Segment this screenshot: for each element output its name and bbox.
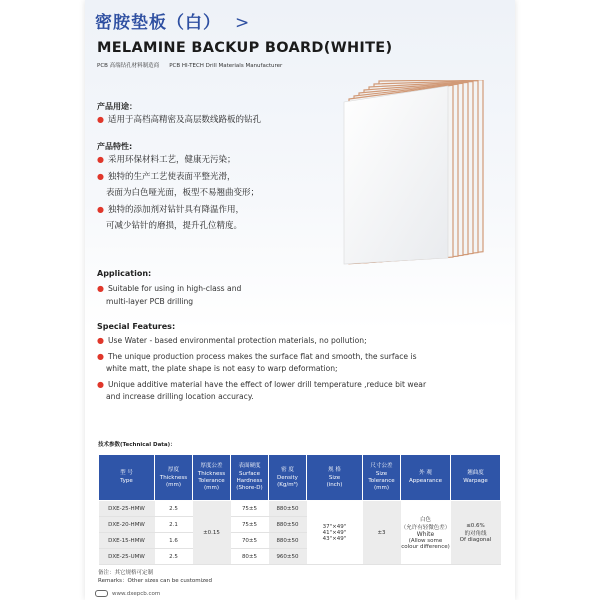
column-header-text: (Shore-D) [236,485,263,491]
bullet-icon: ● [97,284,104,293]
subtitle-line [97,61,292,69]
column-header-text: 密 度 [281,466,294,473]
bullet-icon: ● [97,115,104,124]
remarks-cn: 备注：其它规格可定制 [98,570,154,576]
column-header-text: 翘曲度 [467,470,484,476]
subtitle-en: PCB HI-TECH Drill Materials Manufacturer [169,63,283,69]
board-stack-image [340,80,485,265]
warpage-text: Of diagonal [459,536,492,543]
en-feature-item [97,351,507,376]
en-application-section [97,269,497,308]
column-header-text: (Kg/m³) [277,481,298,488]
cell-type: DXE-25-UMW [99,549,155,565]
bullet-icon: ● [97,155,104,164]
cn-feature-list [97,152,347,235]
column-header-text: (mm) [373,485,389,491]
brochure-sheet [85,0,515,600]
arrow-icon: > [235,13,251,33]
appearance-text: 白色 [419,517,431,523]
table-header-row [99,455,501,501]
bullet-icon: ● [97,336,104,345]
en-feature-text: and increase drilling location accuracy. [106,392,254,401]
en-feature-item [97,335,507,348]
cn-feature-section [97,141,347,235]
cell-hardness: 80±5 [231,549,269,565]
en-application-line [97,283,497,296]
cell-thickness: 2.1 [155,517,193,533]
cn-feature-text: 可减少钻针的磨损，提升孔位精度。 [106,221,243,231]
cell-appearance [401,501,451,565]
product-title-en: MELAMINE BACKUP BOARD(WHITE) [97,40,393,56]
column-header-text: Hardness [236,478,263,484]
column-header-text: 厚度公差 [200,463,223,469]
cn-feature-line [97,152,347,169]
cell-thickness: 1.6 [155,533,193,549]
cn-feature-heading: 产品特性: [97,142,133,151]
product-title-cn: 密胺垫板（白） > [95,13,251,33]
column-header-text: Appearance [408,478,443,484]
column-header-text: 型 号 [120,470,133,476]
cell-thickness: 2.5 [155,549,193,565]
en-feature-line [97,363,507,376]
en-feature-list [97,335,507,404]
en-feature-line [97,379,507,392]
column-header-text: Size [375,471,388,477]
website-link[interactable]: www.dxepcb.com [112,590,161,597]
size-value: 43"×49" [322,535,347,542]
column-header-text: 外 观 [419,470,432,476]
column-header-text: (mm) [203,485,219,491]
cn-feature-line [97,202,347,219]
column-header [231,455,269,501]
column-header-text: Warpage [463,478,488,484]
cell-thickness-tolerance: ±0.15 [193,501,231,565]
column-header-text: Tolerance [368,478,395,484]
column-header-text: Tolerance [198,478,225,484]
cell-density: 880±50 [269,533,307,549]
column-header-text: 规 格 [328,466,341,473]
cell-hardness: 75±5 [231,517,269,533]
cell-density: 880±50 [269,517,307,533]
column-header [363,455,401,501]
cn-use-list [97,112,337,129]
cn-use-item [97,112,337,129]
column-header-text: 尺寸公差 [370,463,393,469]
column-header-text: 厚度 [167,466,179,473]
bullet-icon: ● [97,171,104,181]
technical-data-table [98,454,501,565]
remarks-en: Remarks：Other sizes can be customized [98,578,212,584]
column-header [451,455,501,501]
cell-density: 880±50 [269,501,307,517]
appearance-text: （允许有轻微色差） [400,525,451,531]
bullet-icon: ● [97,351,104,361]
size-value: 37"×49" [322,523,347,530]
en-feature-item [97,379,507,404]
en-feature-text: The unique production process makes the surface flat and smooth, the surface is [107,351,417,361]
en-application-text: Suitable for using in high-class and [107,284,242,293]
cell-size [307,501,363,565]
footer [95,590,160,597]
remarks [98,569,212,585]
en-feature-text: Use Water - based environmental protection materials, no pollution; [107,336,367,345]
cell-type: DXE-15-HMW [99,533,155,549]
cn-feature-text: 独特的生产工艺使表面平整光滑， [107,171,236,182]
en-feature-text: Unique additive material have the effect of lower drill temperature ,reduce bit wear [107,379,427,389]
column-header-text: (inch) [326,481,343,488]
cn-use-heading: 产品用途： [97,102,137,111]
column-header-text: Surface [239,471,260,477]
column-header-text: Size [328,474,341,481]
en-feature-section [97,322,507,407]
cell-hardness: 70±5 [231,533,269,549]
cn-feature-line [97,169,347,186]
bullet-icon: ● [97,204,104,214]
column-header [307,455,363,501]
size-value: 41"×49" [322,529,347,536]
table-caption: 技术参数(Technical Data)： [98,442,176,448]
en-feature-text: white matt, the plate shape is not easy to warp deformation; [106,364,338,373]
company-logo-icon [95,590,108,597]
column-header [155,455,193,501]
cn-use-section [97,101,337,129]
subtitle-cn: PCB 高端钻孔材料制造商 [97,63,160,69]
appearance-text: White [416,531,435,538]
column-header-text: 表面硬度 [238,463,261,469]
cell-warpage [451,501,501,565]
cn-feature-text: 表面为白色哑光面，板型不易翘曲变形； [106,188,260,198]
cell-type: DXE-20-HMW [99,517,155,533]
column-header-text: Thickness [159,474,188,481]
cn-feature-text: 独特的添加剂对钻针具有降温作用， [107,204,244,215]
column-header [99,455,155,501]
en-feature-line [97,335,507,348]
column-header-text: (mm) [165,481,181,488]
bullet-icon: ● [97,379,104,389]
cell-type: DXE-25-HMW [99,501,155,517]
appearance-text: colour difference) [401,544,450,550]
en-application-line [97,296,497,309]
column-header [269,455,307,501]
column-header-text: Thickness [197,471,226,477]
column-header [401,455,451,501]
cell-size-tolerance: ±3 [363,501,401,565]
en-application-heading: Application: [97,269,152,278]
en-application-text: multi-layer PCB drilling [106,296,194,306]
warpage-text: 的对角线 [464,530,487,537]
board-layer [344,86,448,264]
cell-hardness: 75±5 [231,501,269,517]
cell-density: 960±50 [269,549,307,565]
en-feature-line [97,391,507,404]
column-header-text: Type [120,478,133,484]
cn-feature-line [97,218,347,235]
table-row [99,501,501,517]
en-application-text [97,283,497,308]
appearance-text: (Allow some [408,538,443,544]
cn-use-text: 适用于高档高精密及高层数线路板的钻孔 [107,115,261,125]
column-header-text: Density [277,474,298,481]
column-header [193,455,231,501]
en-feature-heading: Special Features: [97,322,176,331]
cn-feature-line [97,185,347,202]
cn-feature-text: 采用环保材料工艺，健康无污染； [107,155,236,165]
warpage-text: ≤0.6% [466,522,485,529]
cell-thickness: 2.5 [155,501,193,517]
en-feature-line [97,351,507,364]
